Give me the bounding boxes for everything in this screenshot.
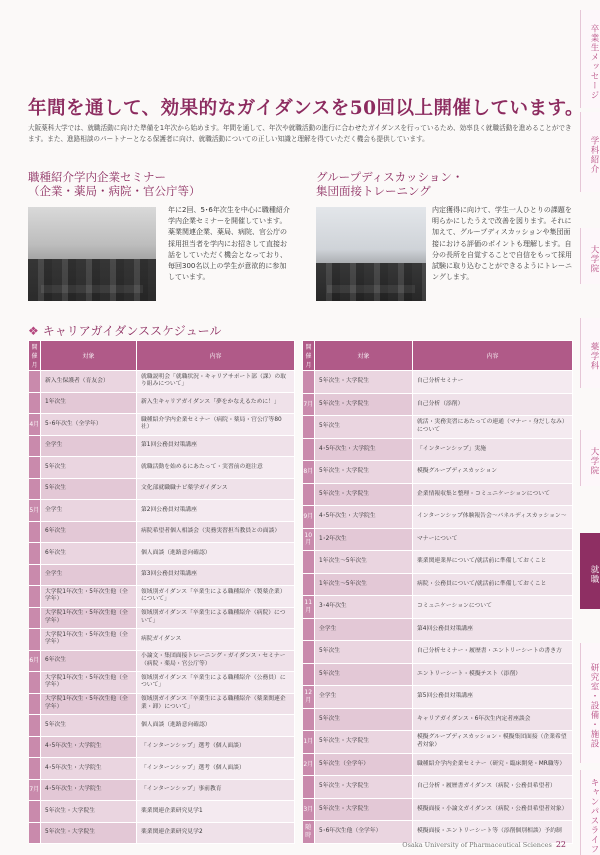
target-cell: 6年次生 — [41, 543, 137, 565]
month-cell — [29, 586, 41, 608]
month-cell: 11月 — [303, 596, 315, 619]
target-cell: 5年次生・大学院生 — [315, 393, 413, 416]
target-cell: 全学生 — [41, 500, 137, 522]
table-row — [29, 478, 295, 500]
target-cell: 4･5年次生・大学院生 — [41, 736, 137, 758]
content-cell: 第5回公務員対策講座 — [413, 686, 573, 709]
table-row — [303, 438, 573, 461]
table-row — [29, 779, 295, 801]
table-row — [303, 731, 573, 754]
month-cell — [29, 607, 41, 629]
table-row — [29, 693, 295, 715]
target-cell: 5年次生 — [315, 663, 413, 686]
table-row — [29, 414, 295, 436]
table-row — [29, 822, 295, 844]
month-cell — [303, 416, 315, 439]
month-cell — [29, 564, 41, 586]
content-cell: 企業情報収集と整理・コミュニケーションについて — [413, 483, 573, 506]
content-cell: 職種紹介学内企業セミナー（研究・臨床開発・MR職等） — [413, 753, 573, 776]
month-cell — [29, 629, 41, 651]
content-cell: 「インターンシップ」事前教育 — [137, 779, 295, 801]
month-cell — [29, 693, 41, 715]
month-cell — [29, 457, 41, 479]
intro-paragraph: 大阪薬科大学では、就職活動に向けた準備を1年次から始めます。年間を通して、年次や就職活動の進行に合わせたガイダンスを行っているため、効率良く就職活動を進めることができます。また、進路相談のパートナーとなる保護者に向け、就職活動についての正しい知識と理解を得ていただく機会も提供しています。 — [28, 124, 572, 143]
diamond-bullet-icon: ❖ — [28, 324, 39, 338]
target-cell: 5年次生・大学院生 — [315, 731, 413, 754]
content-cell: 自己分析・履歴書ガイダンス（病院・公務員希望者） — [413, 776, 573, 799]
page-number: 22 — [555, 840, 566, 849]
table-row — [29, 521, 295, 543]
content-cell: 第2回公務員対策講座 — [137, 500, 295, 522]
target-cell: 1年次生〜5年次生 — [315, 573, 413, 596]
content-cell: 領域別ガイダンス「卒業生による職種紹介（公務員）について」 — [137, 672, 295, 694]
header-target: 対象 — [315, 341, 413, 371]
target-cell: 大学院1年次生・5年次生他（全学年） — [41, 672, 137, 694]
month-cell: 3月 — [303, 798, 315, 821]
table-row — [29, 564, 295, 586]
target-cell: 1年次生 — [41, 392, 137, 414]
table-row — [29, 650, 295, 672]
table-row — [303, 551, 573, 574]
target-cell: 5年次生・大学院生 — [41, 801, 137, 823]
table-row — [29, 715, 295, 737]
table-row — [303, 371, 573, 394]
table-row — [303, 528, 573, 551]
month-cell: 12月 — [303, 686, 315, 709]
table-row — [29, 801, 295, 823]
table-row — [303, 506, 573, 529]
target-cell: 3･4年次生 — [315, 596, 413, 619]
table-row — [303, 393, 573, 416]
month-cell — [29, 521, 41, 543]
month-cell — [29, 435, 41, 457]
target-cell: 5年次生・大学院生 — [315, 483, 413, 506]
month-cell: 8月 — [303, 461, 315, 484]
section-title-discussion: グループディスカッション・ 集団面接トレーニング — [316, 170, 464, 198]
content-cell: 模擬面接・エントリーシート等（添削個別相談）予約制 — [413, 821, 573, 844]
content-cell: 小論文・集団面接トレーニング・ガイダンス・セミナー（病院・薬局・官公庁等） — [137, 650, 295, 672]
month-cell — [303, 573, 315, 596]
content-cell: コミュニケーションについて — [413, 596, 573, 619]
target-cell: 5年次生・大学院生 — [315, 461, 413, 484]
table-row — [29, 500, 295, 522]
target-cell: 全学生 — [41, 435, 137, 457]
content-cell: マナーについて — [413, 528, 573, 551]
content-cell: 模擬面接・小論文ガイダンス（病院・公務員希望者対象） — [413, 798, 573, 821]
content-cell: 就活・実務実習にあたっての連通（マナー・身だしなみ）について — [413, 416, 573, 439]
content-cell: 自己分析セミナー — [413, 371, 573, 394]
header-content: 内容 — [137, 341, 295, 371]
content-cell: 「インターンシップ」選考（個人面談） — [137, 736, 295, 758]
target-cell: 大学院1年次生・5年次生他（全学年） — [41, 629, 137, 651]
table-row — [29, 543, 295, 565]
content-cell: 領域別ガイダンス「卒業生による職種紹介（病院）について」 — [137, 607, 295, 629]
table-row — [29, 586, 295, 608]
month-cell — [303, 708, 315, 731]
content-cell: 「インターンシップ」選考（個人面談） — [137, 758, 295, 780]
side-tab[interactable]: 就職 — [580, 533, 600, 609]
section-title-seminar: 職種紹介学内企業セミナー （企業・薬局・病院・官公庁等） — [28, 170, 201, 198]
content-cell: 新入生キャリアガイダンス「夢をかなえるために！」 — [137, 392, 295, 414]
month-cell: 4月 — [29, 414, 41, 436]
target-cell: 5年次生・大学院生 — [315, 776, 413, 799]
content-cell: 薬業関連企業研究見学1 — [137, 801, 295, 823]
target-cell: 新入生保護者（育友会） — [41, 371, 137, 393]
target-cell: 6年次生 — [41, 521, 137, 543]
target-cell: 5年次生・大学院生 — [41, 822, 137, 844]
footer-university: Osaka University of Pharmaceutical Sciences — [402, 841, 552, 849]
month-cell — [303, 641, 315, 664]
month-cell: 6月 — [29, 650, 41, 672]
content-cell: 病院希望者個人相談会（実務実習担当教員との面談） — [137, 521, 295, 543]
target-cell: 1･2年次生 — [315, 528, 413, 551]
header-month: 開催月 — [303, 341, 315, 371]
target-cell: 5年次生 — [315, 708, 413, 731]
content-cell: 模擬グループディスカッション — [413, 461, 573, 484]
content-cell: 「インターンシップ」実施 — [413, 438, 573, 461]
target-cell: 大学院1年次生・5年次生他（全学年） — [41, 607, 137, 629]
page-headline: 年間を通して、効果的なガイダンスを50回以上開催しています。 — [28, 98, 584, 119]
target-cell: 6年次生 — [41, 650, 137, 672]
target-cell: 4･5年次生・大学院生 — [315, 438, 413, 461]
section-text-discussion: 内定獲得に向けて、学生一人ひとりの課題を明らかにしたうえで改善を図ります。それに加えて、グループディスカッションや集団面接における評価のポイントも理解します。自分の長所を自覚することで自信をもって採用試験に取り込むことができるようにトレーニングします。 — [432, 206, 572, 282]
table-row — [29, 672, 295, 694]
schedule-title-text: キャリアガイダンススケジュール — [42, 324, 222, 338]
side-tab[interactable]: 大学院 — [580, 430, 600, 486]
content-cell: 病院ガイダンス — [137, 629, 295, 651]
content-cell: 病院・公務員について/就活前に準備しておくこと — [413, 573, 573, 596]
target-cell: 5年次生 — [315, 416, 413, 439]
content-cell: 薬業関連業界について/就活前に準備しておくこと — [413, 551, 573, 574]
month-cell — [303, 776, 315, 799]
month-cell — [303, 483, 315, 506]
discussion-photo — [316, 207, 426, 301]
content-cell: 第4回公務員対策講座 — [413, 618, 573, 641]
content-cell: 就職説明会「就職状況・キャリアサポート部（課）の取り組みについて」 — [137, 371, 295, 393]
month-cell: 9月 — [303, 506, 315, 529]
month-cell — [303, 618, 315, 641]
month-cell — [29, 715, 41, 737]
table-row — [29, 607, 295, 629]
content-cell: 領域別ガイダンス「卒業生による職種紹介（製薬企業）について」 — [137, 586, 295, 608]
target-cell: 1年次生〜5年次生 — [315, 551, 413, 574]
table-row — [29, 758, 295, 780]
target-cell: 5･6年次生他（全学年） — [315, 821, 413, 844]
table-row — [303, 483, 573, 506]
month-cell — [29, 736, 41, 758]
month-cell — [29, 758, 41, 780]
month-cell — [29, 392, 41, 414]
month-cell: 1月 — [303, 731, 315, 754]
content-cell: 模擬グループディスカッション・模擬集団面接（企業希望者対象） — [413, 731, 573, 754]
header-target: 対象 — [41, 341, 137, 371]
table-row — [303, 573, 573, 596]
month-cell: 7月 — [29, 779, 41, 801]
table-row — [29, 736, 295, 758]
side-tab[interactable]: 研究室・設備・施設 — [580, 643, 600, 763]
month-cell — [303, 438, 315, 461]
header-month: 開催月 — [29, 341, 41, 371]
schedule-title — [28, 322, 221, 339]
content-cell: インターンシップ体験報告会〜パネルディスカッション〜 — [413, 506, 573, 529]
month-cell — [29, 478, 41, 500]
schedule-table-left — [28, 340, 295, 844]
content-cell: 自己分析（添削） — [413, 393, 573, 416]
target-cell: 5年次生・大学院生 — [315, 371, 413, 394]
side-tab[interactable]: 大学院 — [580, 228, 600, 284]
target-cell: 全学生 — [315, 686, 413, 709]
section-text-seminar: 年に2回、5･6年次生を中心に職種紹介学内企業セミナーを開催しています。薬業関連企業、薬局、病院、官公庁の採用担当者を学内にお招きして直接お話をしていただく機会となっており、毎回300名以上の学生が意欲的に参加しています。 — [168, 206, 290, 282]
target-cell: 大学院1年次生・5年次生他（全学年） — [41, 586, 137, 608]
content-cell: 文化部就職職ナビ薬学ガイダンス — [137, 478, 295, 500]
side-tab[interactable]: 薬学科 — [580, 318, 600, 388]
target-cell: 5･6年次生（全学年） — [41, 414, 137, 436]
side-tab[interactable]: キャンパスライフ — [580, 770, 600, 855]
table-row — [303, 461, 573, 484]
target-cell: 全学生 — [41, 564, 137, 586]
table-row — [303, 618, 573, 641]
content-cell: キャリアガイダンス・6年次生内定者座談会 — [413, 708, 573, 731]
table-row — [303, 641, 573, 664]
month-cell: 7月 — [303, 393, 315, 416]
table-row — [303, 753, 573, 776]
content-cell: エントリーシート・模擬テスト（添削） — [413, 663, 573, 686]
table-row — [303, 416, 573, 439]
table-row — [29, 457, 295, 479]
target-cell: 全学生 — [315, 618, 413, 641]
target-cell: 5年次生・大学院生 — [315, 798, 413, 821]
month-cell — [29, 543, 41, 565]
table-row — [303, 776, 573, 799]
schedule-table-right — [302, 340, 573, 844]
month-cell — [303, 371, 315, 394]
target-cell: 5年次生 — [315, 641, 413, 664]
table-row — [303, 798, 573, 821]
table-row — [29, 371, 295, 393]
table-row — [303, 596, 573, 619]
table-row — [29, 435, 295, 457]
table-row — [29, 392, 295, 414]
header-content: 内容 — [413, 341, 573, 371]
content-cell: 領域別ガイダンス「卒業生による職種紹介（薬業関連企業・卸）について」 — [137, 693, 295, 715]
target-cell: 5年次生 — [41, 457, 137, 479]
side-tab[interactable]: 学科紹介 — [580, 112, 600, 192]
table-row — [303, 663, 573, 686]
month-cell: 2月 — [303, 753, 315, 776]
target-cell: 5年次生（全学年） — [315, 753, 413, 776]
content-cell: 薬業関連企業研究見学2 — [137, 822, 295, 844]
target-cell: 5年次生 — [41, 478, 137, 500]
content-cell: 個人面談（進路意向確認） — [137, 543, 295, 565]
seminar-photo — [28, 207, 156, 301]
target-cell: 4･5年次生・大学院生 — [315, 506, 413, 529]
side-tab[interactable]: 卒業生メッセージ — [580, 10, 600, 108]
target-cell: 4･5年次生・大学院生 — [41, 779, 137, 801]
target-cell: 4･5年次生・大学院生 — [41, 758, 137, 780]
table-row — [303, 686, 573, 709]
target-cell: 大学院1年次生・5年次生他（全学年） — [41, 693, 137, 715]
month-cell — [303, 551, 315, 574]
content-cell: 個人面談（進路意向確認） — [137, 715, 295, 737]
month-cell — [29, 371, 41, 393]
target-cell: 5年次生 — [41, 715, 137, 737]
month-cell — [29, 672, 41, 694]
content-cell: 職種紹介学内企業セミナー（病院・薬局・官公庁等80社） — [137, 414, 295, 436]
month-cell — [29, 822, 41, 844]
content-cell: 就職活動を始めるにあたって・実習前の進注意 — [137, 457, 295, 479]
table-row — [29, 629, 295, 651]
side-index-tabs — [578, 0, 600, 855]
month-cell: 5月 — [29, 500, 41, 522]
page-footer — [402, 840, 566, 849]
month-cell: 随時 — [303, 821, 315, 844]
month-cell — [29, 801, 41, 823]
content-cell: 自己分析セミナー・履歴書・エントリーシートの書き方 — [413, 641, 573, 664]
table-row — [303, 708, 573, 731]
content-cell: 第3回公務員対策講座 — [137, 564, 295, 586]
content-cell: 第1回公務員対策講座 — [137, 435, 295, 457]
month-cell: 10月 — [303, 528, 315, 551]
month-cell — [303, 663, 315, 686]
